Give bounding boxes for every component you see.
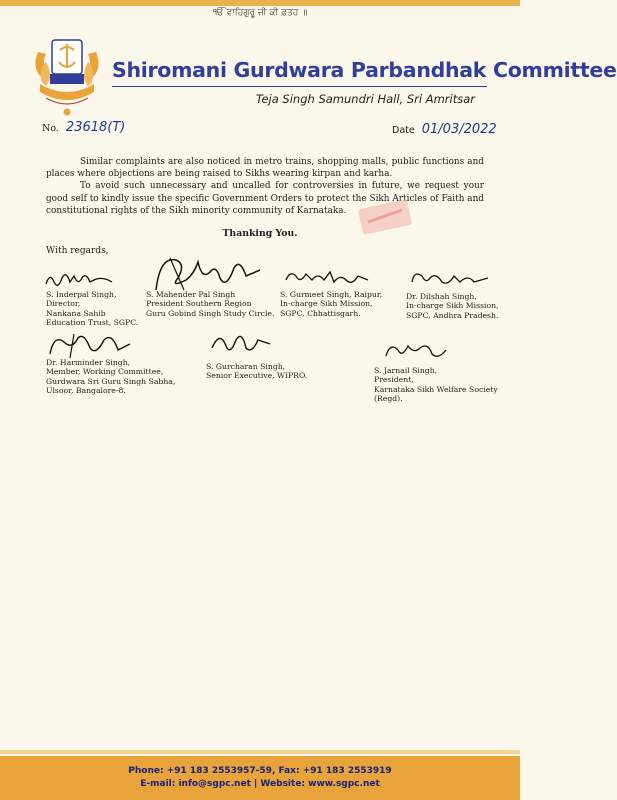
- signatory-line: Member, Working Committee,: [46, 367, 164, 377]
- signatory-line: Director,: [46, 299, 81, 309]
- letter-date: [392, 122, 497, 137]
- signatory-line: S. Mahender Pal Singh: [146, 290, 236, 299]
- signatory-inderpal: [46, 290, 138, 328]
- signatory-line: S. Jarnail Singh,: [374, 366, 438, 375]
- reference-value: 23618(T): [65, 120, 126, 135]
- signatory-line: S. Inderpal Singh,: [46, 290, 117, 299]
- signatory-line: S. Gurcharan Singh,: [206, 362, 286, 371]
- signatory-line: Dr. Dilshah Singh,: [406, 292, 477, 301]
- body-paragraph-1: Similar complaints are also noticed in metro trains, shopping malls, public functions and places where objections are being raised to Sikhs wearing kirpan and karha.: [46, 157, 484, 180]
- organization-address: Teja Singh Samundri Hall, Sri Amritsar: [255, 92, 475, 106]
- signatory-line: Nankana Sahib: [46, 308, 106, 318]
- signatory-mahender: [146, 290, 274, 318]
- signature-dilshah: [408, 268, 492, 288]
- signatory-harminder: [46, 358, 175, 396]
- gurmukhi-invocation: ੴ ਵਾਹਿਗੁਰੂ ਜੀ ਕੀ ਫ਼ਤਹ ॥: [212, 8, 308, 18]
- top-band: [0, 0, 520, 6]
- signatory-line: SGPC, Chhattisgarh.: [280, 308, 361, 318]
- signatory-line: SGPC, Andhra Pradesh.: [406, 310, 499, 320]
- signatory-line: In-charge Sikh Mission,: [406, 301, 499, 311]
- regards-line: With regards,: [46, 246, 109, 256]
- signatory-line: President Southern Region: [146, 299, 252, 309]
- signatory-line: Dr. Harminder Singh,: [46, 358, 131, 367]
- signatory-line: Education Trust, SGPC.: [46, 318, 139, 328]
- signatory-line: S. Gurmeet Singh, Raipur,: [280, 290, 383, 299]
- signature-harminder: [44, 330, 134, 360]
- signatory-line: Senior Executive, WIPRO.: [206, 371, 308, 381]
- signatory-line: Ulsoor, Bangalore-8.: [46, 386, 126, 396]
- body-paragraph-2: To avoid such unnecessary and uncalled for controversies in future, we request your good self to kindly issue the specific Government Orders to protect the Sikh Articles of Faith and constitutional rights of the Sikh minority community of Karnataka.: [46, 181, 484, 216]
- title-rule: [112, 86, 487, 87]
- letterhead-footer: [0, 756, 520, 800]
- reference-number: [42, 120, 125, 135]
- footer-stripe: [0, 750, 520, 754]
- reference-label: No.: [42, 123, 59, 134]
- letter-body: [46, 156, 484, 217]
- signatory-dilshah: [406, 292, 499, 320]
- signatory-gurcharan: [206, 362, 307, 381]
- thanking-line: Thanking You.: [222, 228, 298, 239]
- signature-gurcharan: [206, 328, 276, 358]
- signatory-line: Guru Gobind Singh Study Circle.: [146, 308, 275, 318]
- signatory-gurmeet: [280, 290, 382, 318]
- signatory-line: Gurdwara Sri Guru Singh Sabha,: [46, 376, 176, 386]
- signature-jarnail: [382, 340, 452, 362]
- signature-inderpal: [44, 268, 116, 292]
- signatory-line: President,: [374, 375, 414, 385]
- date-label: Date: [392, 125, 415, 136]
- signatory-line: In-charge Sikh Mission,: [280, 299, 373, 309]
- footer-contact-web: E-mail: info@sgpc.net | Website: www.sgpc.net: [140, 779, 380, 789]
- signatory-line: (Regd).: [374, 394, 403, 404]
- organization-title: Shiromani Gurdwara Parbandhak Committee: [112, 58, 617, 82]
- signatory-jarnail: [374, 366, 498, 404]
- footer-contact-phone: Phone: +91 183 2553957-59, Fax: +91 183 2553919: [128, 766, 392, 776]
- signature-gurmeet: [282, 266, 372, 288]
- signatory-line: Karnataka Sikh Welfare Society: [374, 384, 498, 394]
- date-value: 01/03/2022: [421, 122, 497, 137]
